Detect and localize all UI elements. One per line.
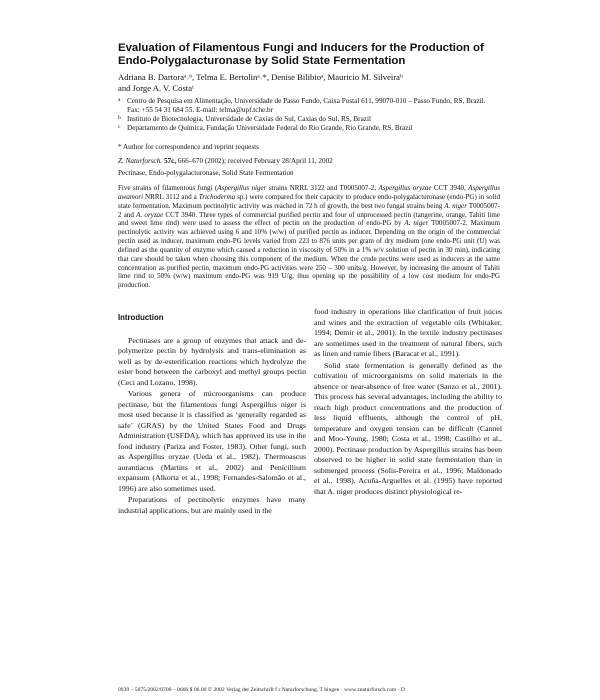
affiliation-a	[118, 97, 500, 115]
affiliation-list	[118, 97, 500, 133]
journal-volume: 57c,	[163, 157, 177, 165]
section-heading-introduction: Introduction	[118, 313, 164, 322]
affiliation-mark: c	[118, 124, 121, 130]
keywords: Pectinase, Endo-polygalacturonase, Solid State Fermentation	[118, 169, 294, 177]
authors-line-2: and Jorge A. V. Costaᶜ	[118, 82, 195, 93]
abstract-text: CCT 3940,	[431, 184, 469, 192]
affiliation-text: Departamento de Química, Fundação Universidade Federal do Rio Grande, Rio Grande, RS, Brazil	[127, 124, 413, 132]
body-paragraph: Preparations of pectinolytic enzymes have many industrial applications, but are mainly used in the	[118, 495, 306, 515]
species-name: Aspergillus niger	[217, 184, 267, 192]
affiliation-mark: a	[118, 97, 121, 103]
correspondence-note: * Author for correspondence and reprint requests	[118, 143, 259, 151]
species-name: A. oryzae	[136, 210, 164, 219]
abstract-text: NRRL 3112 and a	[143, 192, 199, 201]
citation-pages-dates: 666–670 (2002); received February 28/April 11, 2002	[177, 157, 333, 165]
abstract-text: Five strains of filamentous fungi (	[118, 184, 218, 192]
body-paragraph: Various genera of microorganisms can produce pectinase, but the filamentous fungi Aspergillus niger is most used because it is classified as ‘generally regarded as safe’ (GRAS) by the United States Food and Drugs Administration (USFDA), which has approved its use in the food industry (Pariza and Foster, 1983). Other fungi, such as Aspergillus oryzae (Ueda et al., 1982), Thermoascus aurantiacus (Martins et al., 2002) and Penicillium expansum (Alkorta et al., 1998; Fernandes-Salomão et al., 1996) are also sometimes used.	[118, 389, 306, 493]
body-paragraph: food industry in operations like clarification of fruit juices and wines and the extraction of vegetable oils (Whitaker, 1994; Demir et al., 2001). In the textile industry pectinases are sometimes used in the treatment of natural fibers, such as linen and ramie fibers (Baracat et al., 1991).	[314, 307, 502, 358]
abstract	[118, 184, 500, 290]
body-paragraph: Pectinases are a group of enzymes that attack and de-polymerize pectin by hydrolysis and trans-elimination as well as by de-esterification reactions which hydrolyze the ester bond between the carboxyl and methyl groups pectin (Ceci and Lozano, 1998).	[118, 335, 306, 387]
body-paragraph: Solid state fermentation is generally defined as the cultivation of microorganisms on solid materials in the absence or near-absence of free water (Sanzo et al., 2001). This process has several advantages, including the ability to reach high product concentrations and the production of less liquid effluents, although the control of pH, temperature and oxygen tension can be difficult (Cannel and Moo-Young, 1980; Costa et al., 1998; Castilho et al., 2000). Pectinase production by Aspergillus strains has been observed to be higher in solid state fermentation than in submerged process (Solis-Pereira et al., 1996; Maldonado et al., 1998). Acuña-Arguelles et al. (1995) have reported that A. niger produces distinct physiological re-	[314, 360, 502, 496]
abstract-text: T0005007-2 and	[118, 201, 501, 219]
affiliation-text: Centro de Pesquisa em Alimentação, Universidade de Passo Fundo, Caixa Postal 611, 99070-010 – Passo Fundo, RS, Brazil. Fax: +55 54 31 684 55. E-mail: telma@upf.tche.br	[127, 97, 486, 114]
species-name: A. niger	[444, 201, 467, 210]
abstract-text: T0005007-2. Maximum pectinolytic activity was achieved using 6 and 10% (w/w) of purified pectin as inducer. Depending on the origin of the commercial pectin used as inducer, maximum endo-PG levels varied from 223 to 876 units per gram of dry medium (one endo-PG unit (U) was defined as the quantity of enzyme which caused a reduction in viscosity of 50% in a 1% w/v solution of pectin in 30 min), indicating that care should be taken when choosing this component of the medium. When the crude pectins were used as inducers at the same concentration as purified pectin, maximum endo-PG activities were 250 – 300 units/g. However, by increasing the amount of Tahiti lime rind to 50% (w/w) maximum endo-PG was 919 U/g, thus opening up the possibility of a low cost medium for endo-PG production.	[118, 219, 501, 290]
abstract-text: sp.) were compared for their capacity to produce endo-polygalacturonase (endo-PG) in solid state fermentation. Maximum pectinolytic activity was reached in 72 h of growth, the best two fungal strains being	[118, 192, 501, 210]
species-name: A. niger	[404, 219, 429, 228]
affiliation-mark: b	[118, 115, 121, 121]
species-name: Trichoderma	[198, 192, 236, 201]
abstract-text: CCT 3940. Three types of commercial purified pectin and four of unprocessed pectin (tangerine, orange, Tahiti lime and sweet lime rind) were used to assess the effect of pectin on the production of endo-PG by	[118, 210, 500, 228]
affiliation-b	[118, 115, 500, 124]
left-column	[118, 313, 306, 516]
affiliation-text: Instituto de Biotecnologia, Universidade de Caxias do Sul, Caxias do Sul, RS, Brazil	[127, 115, 371, 123]
authors-line-1: Adriana B. Dartoraᵃ˒ᵇ, Telma E. Bertolinᵃ˒*, Denise Bilibioᵃ, Mauricio M. Silveiraᵇ	[118, 72, 403, 82]
right-column	[314, 307, 502, 497]
journal-name: Z. Naturforsch.	[118, 157, 163, 165]
species-name: Aspergillus awamori	[118, 184, 501, 201]
page-footer: 0939 – 5075/2002/0700 – 0666 $ 06.00 © 2002 Verlag der Zeitschrift f r Naturforschung, T bingen · www.znaturforsch.com · D	[118, 687, 405, 693]
journal-citation	[118, 157, 333, 166]
affiliation-c	[118, 124, 500, 133]
abstract-text: strains NRRL 3122 and T0005007-2,	[266, 184, 379, 192]
paper-title: Evaluation of Filamentous Fungi and Inducers for the Production of Endo-Polygalacturonase by Solid State Fermentation	[118, 42, 484, 67]
species-name: Aspergillus oryzae	[378, 184, 432, 192]
author-list	[118, 72, 498, 93]
